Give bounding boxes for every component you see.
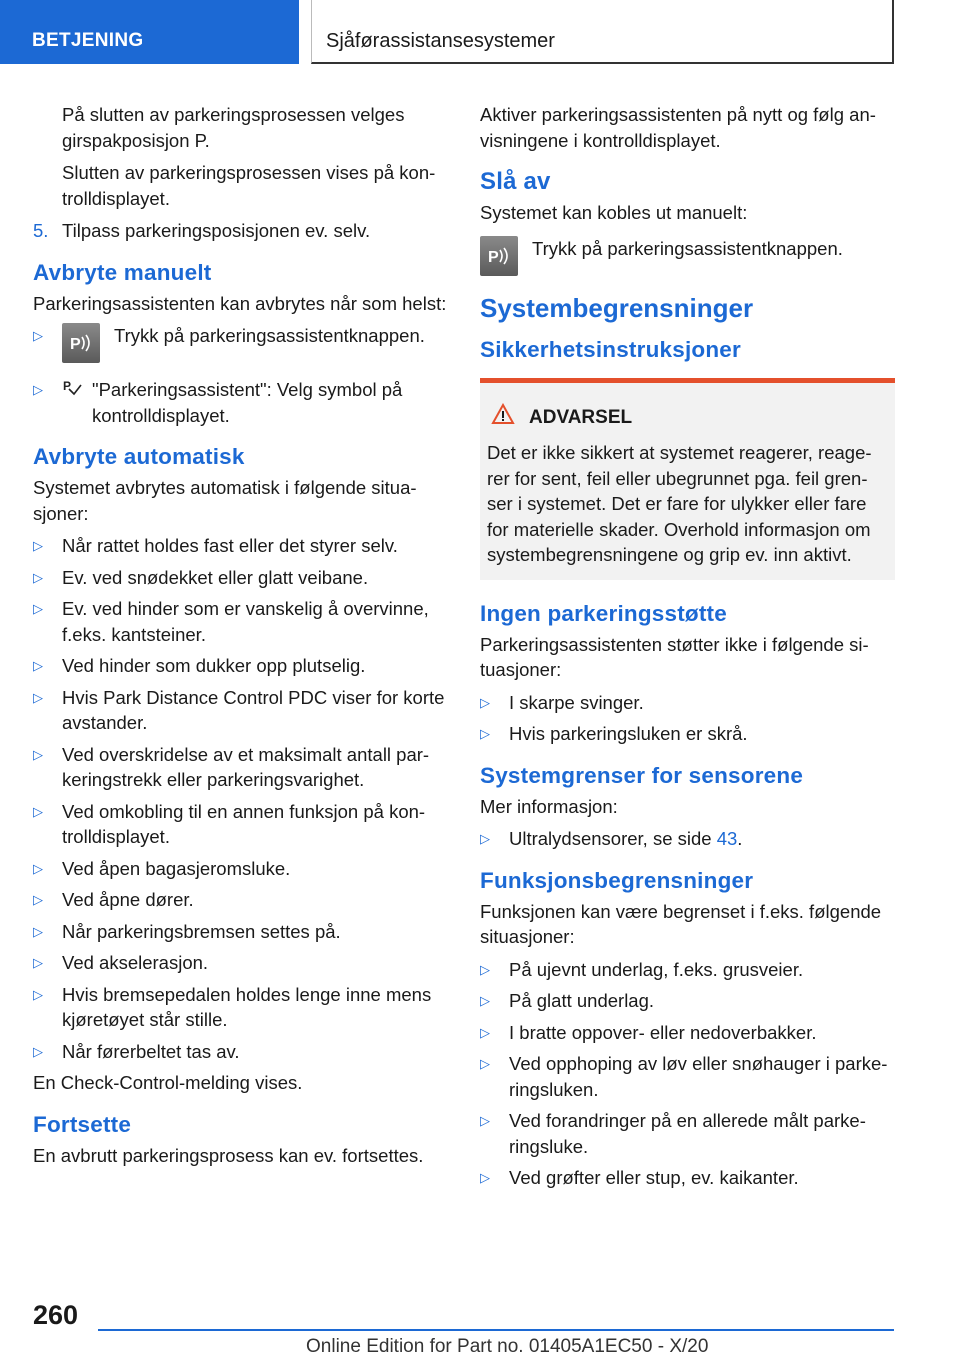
- list-text: "Parkeringsassistent": Velg symbol på kontrolldisplayet.: [92, 379, 403, 426]
- bullet-list: [33, 533, 453, 1064]
- list-text: Hvis Park Distance Control PDC viser for korte avstander.: [62, 686, 445, 733]
- list-item: [480, 690, 895, 716]
- paragraph: Systemet kan kobles ut manuelt:: [480, 202, 748, 223]
- triangle-bullet-icon: ▷: [33, 746, 43, 762]
- list-text: Ved overskridelse av et maksimalt antall parkeringstrekk eller parkeringsvarighet.: [62, 743, 430, 790]
- list-text: Ved grøfter eller stup, ev. kaikanter.: [509, 1167, 799, 1188]
- list-text: Hvis parkeringsluken er skrå.: [509, 723, 748, 744]
- list-text: Ev. ved hinder som er vanskelig å overvinne, f.eks. kantsteiner.: [62, 598, 429, 645]
- paragraph: Funksjonen kan være begrenset i f.eks. følgende situasjoner:: [480, 900, 882, 947]
- list-item: [33, 565, 453, 591]
- paragraph: På slutten av parkeringsprosessen velges girspakposisjon P.: [62, 104, 405, 151]
- triangle-bullet-icon: ▷: [33, 382, 43, 397]
- list-item: [33, 919, 453, 945]
- warning-title: ADVARSEL: [529, 406, 633, 428]
- list-item: [33, 856, 453, 882]
- list-text: Trykk på parkeringsassistentknappen.: [114, 325, 425, 346]
- heading-sikkerhetsinstruksjoner: Sikkerhetsinstruksjoner: [480, 336, 741, 362]
- triangle-bullet-icon: ▷: [33, 986, 43, 1002]
- heading-systembegrensninger: Systembegrensninger: [480, 292, 754, 323]
- list-item: [33, 887, 453, 913]
- heading-systemgrenser-sensorene: Systemgrenser for sensorene: [480, 762, 804, 788]
- list-item: [480, 1020, 895, 1046]
- list-text: Ved åpne dører.: [62, 889, 194, 910]
- list-item: [33, 982, 453, 1033]
- triangle-bullet-icon: ▷: [33, 658, 43, 673]
- triangle-bullet-icon: ▷: [480, 961, 490, 977]
- list-text: På ujevnt underlag, f.eks. grusveier.: [509, 958, 804, 980]
- triangle-bullet-icon: ▷: [480, 1113, 490, 1128]
- list-text: Ved opphoping av løv eller snøhauger i parkeringsluken.: [509, 1053, 888, 1100]
- triangle-bullet-icon: ▷: [480, 1056, 490, 1071]
- triangle-bullet-icon: ▷: [33, 328, 43, 343]
- list-item: [480, 957, 895, 983]
- list-text: Når parkeringsbremsen settes på.: [62, 920, 341, 942]
- list-item: [33, 685, 453, 736]
- triangle-bullet-icon: ▷: [480, 993, 490, 1008]
- list-item: [33, 596, 453, 647]
- list-item: [33, 377, 453, 428]
- warning-text: Det er ikke sikkert at systemet reagerer, reagerer for sent, feil eller ubegrunnet pga. feil grenser i systemet. Det er fare for ulykker eller fare for materielle skader. Overhold informasjon om systembegrensningene og grip ev. inn aktivt.: [487, 442, 872, 565]
- heading-ingen-parkeringsstotte: Ingen parkeringsstøtte: [480, 600, 727, 626]
- list-item: [33, 533, 453, 559]
- list-text: Ved akselerasjon.: [62, 952, 209, 973]
- bullet-list: [480, 957, 895, 1191]
- footer-edition: Online Edition for Part no. 01405A1EC50 - X/20: [306, 1336, 709, 1357]
- triangle-bullet-icon: ▷: [33, 538, 43, 553]
- svg-text:P: P: [488, 248, 499, 266]
- chapter-title: Sjåførassistansesystemer: [326, 30, 555, 52]
- page-link[interactable]: 43: [716, 828, 738, 849]
- list-text: Ved forandringer på en allerede målt parkeringsluke.: [509, 1110, 866, 1157]
- triangle-bullet-icon: ▷: [480, 694, 490, 710]
- list-text: Ved omkobling til en annen funksjon på kontrolldisplayet.: [62, 800, 426, 847]
- list-item: [480, 1051, 895, 1102]
- triangle-bullet-icon: ▷: [33, 569, 43, 585]
- list-text: I bratte oppover- eller nedoverbakker.: [509, 1021, 817, 1043]
- triangle-bullet-icon: ▷: [33, 860, 43, 876]
- list-item: [33, 742, 453, 793]
- bullet-list: [33, 323, 453, 428]
- bullet-list: [480, 690, 895, 747]
- list-item: [33, 1039, 453, 1065]
- list-item: [480, 1108, 895, 1159]
- list-item: [33, 653, 453, 679]
- list-item: [480, 988, 895, 1014]
- triangle-bullet-icon: ▷: [480, 726, 490, 741]
- list-text: Ved åpen bagasjeromsluke.: [62, 857, 291, 879]
- heading-avbryte-manuelt: Avbryte manuelt: [33, 259, 212, 285]
- triangle-bullet-icon: ▷: [33, 803, 43, 819]
- list-text: I skarpe svinger.: [509, 691, 644, 713]
- paragraph: Parkeringsassistenten kan avbrytes når som helst:: [33, 292, 447, 314]
- button-instruction: [480, 236, 895, 276]
- paragraph: Slutten av parkeringsprosessen vises på kontrolldisplayet.: [62, 162, 436, 209]
- list-text-end: .: [737, 828, 743, 849]
- triangle-bullet-icon: ▷: [33, 689, 43, 705]
- parking-assistant-button-icon: [480, 236, 518, 276]
- paragraph: Parkeringsassistenten støtter ikke i følgende situasjoner:: [480, 633, 869, 680]
- heading-avbryte-automatisk: Avbryte automatisk: [33, 444, 245, 469]
- list-text: Når rattet holdes fast eller det styrer selv.: [62, 535, 398, 556]
- triangle-bullet-icon: ▷: [33, 1043, 43, 1059]
- paragraph: En Check-Control-melding vises.: [33, 1072, 303, 1093]
- parking-symbol-icon: [62, 377, 84, 428]
- heading-funksjonsbegrensninger: Funksjonsbegrensninger: [480, 867, 754, 893]
- triangle-bullet-icon: ▷: [33, 601, 43, 616]
- triangle-bullet-icon: ▷: [33, 892, 43, 907]
- list-item: [33, 950, 453, 976]
- list-text: Ved hinder som dukker opp plutselig.: [62, 655, 366, 676]
- right-column: [480, 102, 895, 1197]
- list-item: [480, 1165, 895, 1191]
- step-number: 5.: [33, 220, 49, 241]
- warning-triangle-icon: [491, 403, 515, 433]
- section-tab: [0, 0, 299, 64]
- paragraph: Aktiver parkeringsassistenten på nytt og følg anvisningene i kontrolldisplayet.: [480, 104, 876, 151]
- triangle-bullet-icon: ▷: [480, 831, 490, 846]
- list-text: Ultralydsensorer, se side: [509, 828, 717, 849]
- paragraph: En avbrutt parkeringsprosess kan ev. fortsettes.: [33, 1144, 424, 1166]
- triangle-bullet-icon: ▷: [33, 955, 43, 970]
- list-item: [33, 799, 453, 850]
- step-text: Tilpass parkeringsposisjonen ev. selv.: [62, 220, 371, 241]
- list-item: [480, 826, 895, 852]
- triangle-bullet-icon: ▷: [480, 1170, 490, 1185]
- heading-sla-av: Slå av: [480, 168, 551, 195]
- bullet-list: [480, 826, 895, 852]
- footer-divider: [98, 1329, 894, 1331]
- triangle-bullet-icon: ▷: [480, 1024, 490, 1040]
- parking-assistant-button-icon: [62, 323, 100, 363]
- page-number: 260: [33, 1300, 79, 1330]
- section-title: BETJENING: [32, 30, 144, 51]
- paragraph: Systemet avbrytes automatisk i følgende situasjoner:: [33, 477, 417, 524]
- instruction-text: Trykk på parkeringsassistentknappen.: [532, 237, 843, 259]
- warning-header: [487, 403, 887, 433]
- triangle-bullet-icon: ▷: [33, 923, 43, 939]
- svg-text:P: P: [70, 336, 81, 353]
- left-column: [33, 102, 453, 1175]
- list-item: [480, 721, 895, 747]
- chapter-header: [311, 0, 894, 64]
- list-text: Når førerbeltet tas av.: [62, 1040, 240, 1062]
- list-text: Ev. ved snødekket eller glatt veibane.: [62, 566, 369, 588]
- list-text: Hvis bremsepedalen holdes lenge inne mens kjøretøyet står stille.: [62, 983, 432, 1030]
- list-item: [33, 323, 453, 363]
- warning-box: [480, 378, 895, 580]
- paragraph: Mer informasjon:: [480, 795, 618, 817]
- heading-fortsette: Fortsette: [33, 1111, 132, 1137]
- list-text: På glatt underlag.: [509, 990, 655, 1011]
- step-item: [33, 218, 453, 244]
- svg-text:P: P: [63, 379, 72, 393]
